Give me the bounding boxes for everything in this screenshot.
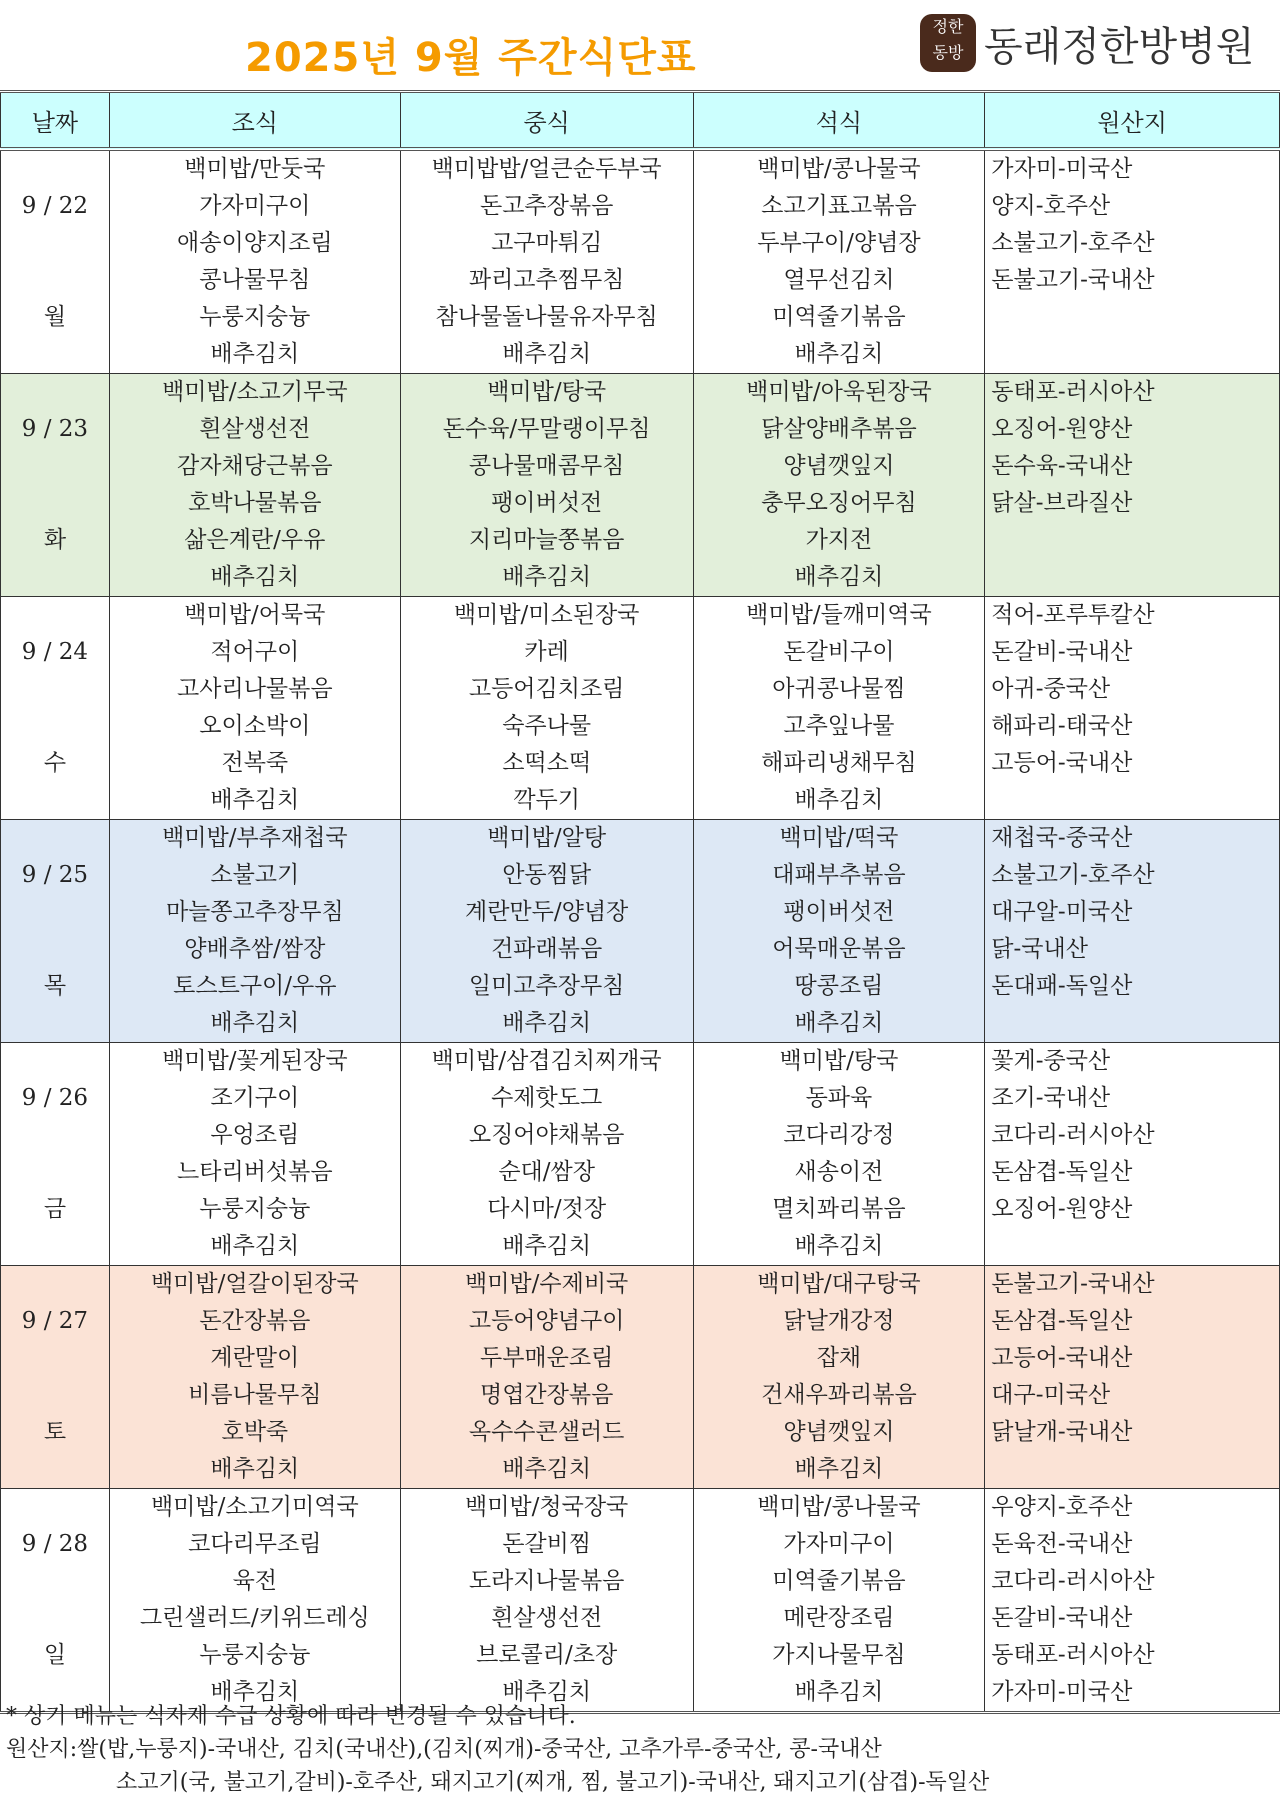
origin-item xyxy=(985,1005,1279,1042)
spacer xyxy=(1,894,109,931)
menu-item: 가자미구이 xyxy=(199,193,311,219)
menu-item: 배추김치 xyxy=(794,1456,884,1482)
note-origin: 원산지:쌀(밥,누룽지)-국내산, 김치(국내산),(김치(찌개)-중국산, 고추가루-중국산, 콩-국내산 xyxy=(6,1737,882,1762)
spacer xyxy=(1,1266,109,1303)
menu-item: 배추김치 xyxy=(210,1456,300,1482)
menu-item: 돈간장볶음 xyxy=(199,1308,311,1334)
dinner-cell xyxy=(693,820,985,1043)
menu-item: 배추김치 xyxy=(502,1010,592,1036)
column-header-date: 날짜 xyxy=(1,92,110,150)
menu-item: 어묵매운볶음 xyxy=(772,936,906,962)
menu-item: 배추김치 xyxy=(794,787,884,813)
origin-item: 닭날개-국내산 xyxy=(991,1419,1133,1445)
origin-cell xyxy=(985,820,1280,1043)
menu-item: 배추김치 xyxy=(210,1679,300,1705)
dinner-cell xyxy=(693,1266,985,1489)
weekday-label: 화 xyxy=(43,527,67,553)
menu-item: 다시마/젓장 xyxy=(487,1196,607,1222)
weekday-label: 월 xyxy=(43,304,67,330)
date-label: 9 / 28 xyxy=(21,1531,89,1557)
table-row xyxy=(1,820,1280,1043)
menu-item: 고구마튀김 xyxy=(491,230,603,256)
note-origin-cont: 소고기(국, 불고기,갈비)-호주산, 돼지고기(찌개, 찜, 불고기)-국내산, 돼지고기(삼겹)-독일산 xyxy=(116,1770,990,1794)
hospital-logo xyxy=(920,14,1254,72)
menu-item: 소고기표고볶음 xyxy=(761,193,917,219)
origin-item: 고등어-국내산 xyxy=(991,1345,1133,1371)
column-header-dinner: 석식 xyxy=(693,92,985,150)
spacer xyxy=(1,782,109,819)
spacer xyxy=(1,225,109,262)
menu-item: 동파육 xyxy=(805,1085,873,1111)
menu-item: 누룽지숭늉 xyxy=(199,1642,311,1668)
menu-item: 백미밥/소고기무국 xyxy=(162,379,348,405)
menu-item: 배추김치 xyxy=(502,341,592,367)
menu-item: 새송이전 xyxy=(794,1159,884,1185)
column-header-origin: 원산지 xyxy=(985,92,1280,150)
menu-item: 건파래볶음 xyxy=(491,936,603,962)
menu-item: 두부구이/양념장 xyxy=(757,230,921,256)
menu-item: 백미밥/부추재첩국 xyxy=(162,825,348,851)
menu-item: 숙주나물 xyxy=(502,713,592,739)
spacer xyxy=(1,485,109,522)
weekday-label: 금 xyxy=(43,1196,67,1222)
lunch-cell xyxy=(400,149,693,374)
menu-item: 배추김치 xyxy=(210,564,300,590)
origin-item: 가자미-미국산 xyxy=(991,1679,1133,1705)
lunch-cell xyxy=(400,1489,693,1713)
spacer xyxy=(1,1117,109,1154)
menu-item: 조기구이 xyxy=(210,1085,300,1111)
origin-item: 조기-국내산 xyxy=(991,1085,1111,1111)
menu-item: 배추김치 xyxy=(210,341,300,367)
table-row xyxy=(1,1266,1280,1489)
menu-item: 가자미구이 xyxy=(783,1531,895,1557)
origin-item xyxy=(985,782,1279,819)
menu-item: 배추김치 xyxy=(502,1679,592,1705)
menu-item: 백미밥/어묵국 xyxy=(184,602,326,628)
origin-item: 돈갈비-국내산 xyxy=(991,639,1133,665)
menu-item: 콩나물무침 xyxy=(199,267,311,293)
origin-item: 코다리-러시아산 xyxy=(991,1568,1155,1594)
menu-item: 육전 xyxy=(232,1568,278,1594)
menu-item: 충무오징어무침 xyxy=(761,490,917,516)
spacer xyxy=(1,597,109,634)
menu-item: 누룽지숭늉 xyxy=(199,304,311,330)
menu-item: 코다리무조림 xyxy=(188,1531,322,1557)
spacer xyxy=(1,1489,109,1526)
menu-item: 적어구이 xyxy=(210,639,300,665)
menu-item: 백미밥/소고기미역국 xyxy=(150,1494,359,1520)
spacer xyxy=(1,559,109,596)
menu-item: 대패부추볶음 xyxy=(772,862,906,888)
menu-item: 비름나물무침 xyxy=(188,1382,322,1408)
origin-item: 가자미-미국산 xyxy=(991,156,1133,182)
menu-item: 흰살생선전 xyxy=(199,416,311,442)
menu-item: 백미밥밥/얼큰순두부국 xyxy=(431,156,662,182)
menu-item: 고추잎나물 xyxy=(783,713,895,739)
date-label: 9 / 24 xyxy=(21,639,89,665)
menu-item: 배추김치 xyxy=(794,1233,884,1259)
spacer xyxy=(1,708,109,745)
dinner-cell xyxy=(693,1489,985,1713)
menu-item: 일미고추장무침 xyxy=(468,973,625,999)
menu-item: 돈갈비찜 xyxy=(502,1531,592,1557)
origin-item: 대구알-미국산 xyxy=(991,899,1133,925)
table-header xyxy=(1,92,1280,150)
menu-item: 수제핫도그 xyxy=(491,1085,603,1111)
menu-item: 전복죽 xyxy=(221,750,289,776)
weekday-label: 일 xyxy=(43,1642,67,1668)
hospital-name: 동래정한방병원 xyxy=(984,23,1255,70)
origin-item xyxy=(985,1228,1279,1265)
origin-item: 해파리-태국산 xyxy=(991,713,1133,739)
table-row xyxy=(1,1043,1280,1266)
page-title: 2025년 9월 주간식단표 xyxy=(245,35,697,81)
seal-logo-icon: 정한 동방 xyxy=(920,14,976,72)
menu-item: 배추김치 xyxy=(794,564,884,590)
origin-item: 오징어-원양산 xyxy=(991,1196,1133,1222)
lunch-cell xyxy=(400,374,693,597)
menu-item: 아귀콩나물찜 xyxy=(772,676,906,702)
menu-item: 그린샐러드/키위드레싱 xyxy=(139,1605,370,1631)
spacer xyxy=(1,262,109,299)
menu-item: 메란장조림 xyxy=(783,1605,895,1631)
spacer xyxy=(1,1563,109,1600)
origin-item: 소불고기-호주산 xyxy=(991,230,1155,256)
menu-item: 오이소박이 xyxy=(199,713,311,739)
origin-cell xyxy=(985,597,1280,820)
menu-item: 오징어야채볶음 xyxy=(468,1122,625,1148)
menu-item: 마늘쫑고추장무침 xyxy=(165,899,344,925)
breakfast-cell xyxy=(109,1043,400,1266)
origin-cell xyxy=(985,374,1280,597)
origin-item: 돈불고기-국내산 xyxy=(991,1271,1155,1297)
menu-item: 닭날개강정 xyxy=(783,1308,895,1334)
menu-item: 호박나물볶음 xyxy=(188,490,322,516)
origin-item xyxy=(985,559,1279,596)
menu-item: 백미밥/얼갈이된장국 xyxy=(150,1271,359,1297)
menu-item: 백미밥/콩나물국 xyxy=(757,156,921,182)
menu-item: 브로콜리/초장 xyxy=(476,1642,618,1668)
menu-item: 백미밥/꽃게된장국 xyxy=(162,1048,348,1074)
menu-item: 계란만두/양념장 xyxy=(465,899,629,925)
menu-item: 백미밥/탕국 xyxy=(779,1048,899,1074)
menu-item: 백미밥/들깨미역국 xyxy=(746,602,932,628)
menu-item: 우엉조림 xyxy=(210,1122,300,1148)
menu-item: 토스트구이/우유 xyxy=(173,973,337,999)
column-header-lunch: 중식 xyxy=(400,92,693,150)
origin-item: 동태포-러시아산 xyxy=(991,1642,1155,1668)
menu-item: 잡채 xyxy=(816,1345,862,1371)
menu-item: 백미밥/만둣국 xyxy=(184,156,326,182)
menu-item: 감자채당근볶음 xyxy=(177,453,333,479)
menu-item: 옥수수콘샐러드 xyxy=(468,1419,625,1445)
origin-item xyxy=(985,1451,1279,1488)
menu-item: 고사리나물볶음 xyxy=(177,676,333,702)
dinner-cell xyxy=(693,374,985,597)
dinner-cell xyxy=(693,149,985,374)
menu-item: 도라지나물볶음 xyxy=(468,1568,625,1594)
menu-item: 꽈리고추찜무침 xyxy=(468,267,625,293)
origin-item: 우양지-호주산 xyxy=(991,1494,1133,1520)
origin-item: 닭살-브라질산 xyxy=(991,490,1133,516)
menu-item: 참나물돌나물유자무침 xyxy=(435,304,658,330)
menu-item: 소불고기 xyxy=(210,862,300,888)
breakfast-cell xyxy=(109,820,400,1043)
menu-item: 백미밥/미소된장국 xyxy=(453,602,640,628)
footnotes xyxy=(6,1700,989,1794)
menu-item: 깍두기 xyxy=(513,787,580,813)
origin-item: 오징어-원양산 xyxy=(991,416,1133,442)
menu-item: 팽이버섯전 xyxy=(783,899,895,925)
date-cell xyxy=(1,1266,110,1489)
menu-item: 백미밥/청국장국 xyxy=(465,1494,629,1520)
menu-item: 안동찜닭 xyxy=(502,862,592,888)
breakfast-cell xyxy=(109,374,400,597)
lunch-cell xyxy=(400,597,693,820)
menu-item: 계란말이 xyxy=(210,1345,300,1371)
menu-item: 배추김치 xyxy=(502,1456,592,1482)
origin-item: 아귀-중국산 xyxy=(991,676,1111,702)
menu-item: 백미밥/탕국 xyxy=(487,379,607,405)
menu-item: 배추김치 xyxy=(210,787,300,813)
menu-item: 백미밥/삼겹김치찌개국 xyxy=(431,1048,662,1074)
date-cell xyxy=(1,597,110,820)
weekday-label: 목 xyxy=(43,973,67,999)
menu-item: 두부매운조림 xyxy=(479,1345,614,1371)
origin-item: 닭-국내산 xyxy=(991,936,1088,962)
spacer xyxy=(1,820,109,857)
spacer xyxy=(1,448,109,485)
spacer xyxy=(1,1005,109,1042)
menu-item: 순대/쌈장 xyxy=(498,1159,595,1185)
menu-item: 명엽간장볶음 xyxy=(479,1382,614,1408)
table-row xyxy=(1,149,1280,374)
origin-item: 대구-미국산 xyxy=(991,1382,1111,1408)
date-cell xyxy=(1,1043,110,1266)
spacer xyxy=(1,1154,109,1191)
spacer xyxy=(1,1043,109,1080)
spacer xyxy=(1,1451,109,1488)
menu-item: 건새우꽈리볶음 xyxy=(761,1382,917,1408)
date-label: 9 / 22 xyxy=(21,193,89,219)
menu-item: 양념깻잎지 xyxy=(783,453,895,479)
breakfast-cell xyxy=(109,149,400,374)
spacer xyxy=(1,1340,109,1377)
menu-item: 콩나물매콤무침 xyxy=(468,453,625,479)
menu-item: 팽이버섯전 xyxy=(491,490,603,516)
dinner-cell xyxy=(693,1043,985,1266)
note-change: * 상기 메뉴는 식자재 수급 상황에 따라 변경될 수 있습니다. xyxy=(6,1704,576,1729)
origin-item: 코다리-러시아산 xyxy=(991,1122,1155,1148)
menu-item: 배추김치 xyxy=(210,1233,300,1259)
origin-item: 고등어-국내산 xyxy=(991,750,1133,776)
menu-item: 미역줄기볶음 xyxy=(772,304,906,330)
lunch-cell xyxy=(400,1266,693,1489)
origin-item xyxy=(985,336,1279,373)
menu-item: 지리마늘쫑볶음 xyxy=(468,527,625,553)
origin-item: 돈삼겹-독일산 xyxy=(991,1308,1133,1334)
origin-item: 돈삼겹-독일산 xyxy=(991,1159,1133,1185)
menu-item: 열무선김치 xyxy=(783,267,895,293)
origin-item: 돈육전-국내산 xyxy=(991,1531,1133,1557)
menu-item: 가지나물무침 xyxy=(772,1642,906,1668)
origin-cell xyxy=(985,1043,1280,1266)
menu-item: 배추김치 xyxy=(794,1679,884,1705)
date-cell xyxy=(1,1489,110,1713)
weekday-label: 토 xyxy=(43,1419,67,1445)
spacer xyxy=(1,1228,109,1265)
spacer xyxy=(1,1377,109,1414)
menu-item: 백미밥/콩나물국 xyxy=(757,1494,921,1520)
spacer xyxy=(1,671,109,708)
menu-item: 백미밥/대구탕국 xyxy=(757,1271,921,1297)
date-cell xyxy=(1,374,110,597)
menu-item: 호박죽 xyxy=(221,1419,289,1445)
breakfast-cell xyxy=(109,1489,400,1713)
menu-item: 백미밥/아욱된장국 xyxy=(746,379,932,405)
menu-item: 가지전 xyxy=(805,527,873,553)
menu-item: 백미밥/떡국 xyxy=(779,825,899,851)
menu-item: 백미밥/수제비국 xyxy=(465,1271,629,1297)
spacer xyxy=(1,151,109,188)
menu-item: 삶은계란/우유 xyxy=(184,527,326,553)
spacer xyxy=(1,336,109,373)
date-label: 9 / 23 xyxy=(21,416,89,442)
menu-item: 배추김치 xyxy=(502,1233,592,1259)
menu-item: 돈수육/무말랭이무침 xyxy=(442,416,651,442)
breakfast-cell xyxy=(109,1266,400,1489)
menu-item: 양배추쌈/쌈장 xyxy=(184,936,326,962)
menu-item: 백미밥/알탕 xyxy=(487,825,607,851)
menu-item: 애송이양지조림 xyxy=(177,230,333,256)
date-label: 9 / 25 xyxy=(21,862,89,888)
menu-item: 누룽지숭늉 xyxy=(199,1196,311,1222)
menu-item: 흰살생선전 xyxy=(491,1605,603,1631)
menu-item: 돈고추장볶음 xyxy=(479,193,614,219)
origin-item: 동태포-러시아산 xyxy=(991,379,1155,405)
origin-cell xyxy=(985,1489,1280,1713)
origin-item: 적어-포루투칼산 xyxy=(991,602,1155,628)
menu-item: 소떡소떡 xyxy=(502,750,592,776)
column-header-breakfast: 조식 xyxy=(109,92,400,150)
origin-item: 재첩국-중국산 xyxy=(991,825,1133,851)
origin-item: 돈수육-국내산 xyxy=(991,453,1133,479)
menu-item: 배추김치 xyxy=(794,1010,884,1036)
weekday-label: 수 xyxy=(43,750,67,776)
origin-item: 돈대패-독일산 xyxy=(991,973,1133,999)
menu-item: 배추김치 xyxy=(210,1010,300,1036)
menu-item: 코다리강정 xyxy=(783,1122,895,1148)
origin-item: 소불고기-호주산 xyxy=(991,862,1155,888)
spacer xyxy=(1,374,109,411)
spacer xyxy=(1,1600,109,1637)
menu-item: 닭살양배추볶음 xyxy=(761,416,917,442)
origin-cell xyxy=(985,1266,1280,1489)
lunch-cell xyxy=(400,820,693,1043)
menu-item: 배추김치 xyxy=(502,564,592,590)
origin-item xyxy=(985,299,1279,336)
menu-item: 느타리버섯볶음 xyxy=(177,1159,333,1185)
origin-item: 돈불고기-국내산 xyxy=(991,267,1155,293)
menu-item: 고등어양념구이 xyxy=(468,1308,625,1334)
origin-item: 꽃게-중국산 xyxy=(991,1048,1111,1074)
date-cell xyxy=(1,149,110,374)
lunch-cell xyxy=(400,1043,693,1266)
table-row xyxy=(1,1489,1280,1713)
menu-item: 돈갈비구이 xyxy=(783,639,895,665)
spacer xyxy=(1,931,109,968)
breakfast-cell xyxy=(109,597,400,820)
origin-item: 양지-호주산 xyxy=(991,193,1111,219)
origin-item xyxy=(985,522,1279,559)
menu-item: 멸치꽈리볶음 xyxy=(772,1196,906,1222)
table-row xyxy=(1,374,1280,597)
menu-item: 미역줄기볶음 xyxy=(772,1568,906,1594)
origin-item: 돈갈비-국내산 xyxy=(991,1605,1133,1631)
menu-item: 해파리냉채무침 xyxy=(761,750,917,776)
dinner-cell xyxy=(693,597,985,820)
date-cell xyxy=(1,820,110,1043)
weekly-menu-table xyxy=(0,90,1280,1714)
menu-item: 배추김치 xyxy=(794,341,884,367)
date-label: 9 / 26 xyxy=(21,1085,89,1111)
menu-item: 땅콩조림 xyxy=(794,973,884,999)
menu-item: 양념깻잎지 xyxy=(783,1419,895,1445)
date-label: 9 / 27 xyxy=(21,1308,89,1334)
menu-item: 고등어김치조림 xyxy=(468,676,625,702)
origin-cell xyxy=(985,149,1280,374)
table-row xyxy=(1,597,1280,820)
menu-item: 카레 xyxy=(524,639,569,665)
